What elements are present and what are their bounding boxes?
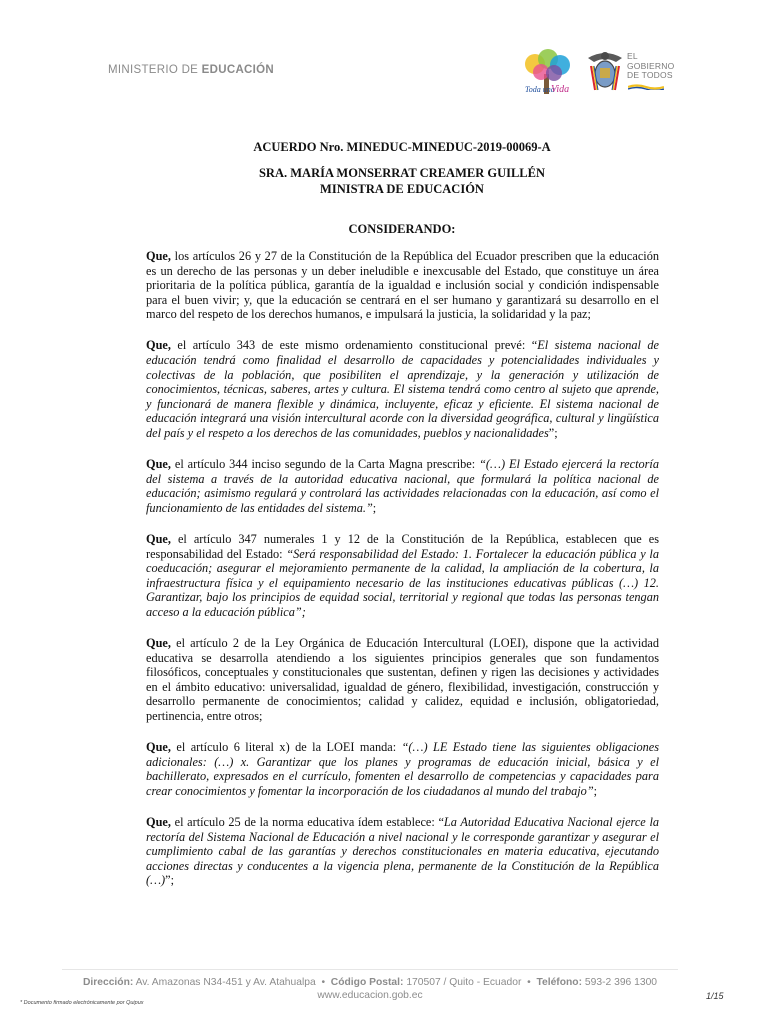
ministry-name: EDUCACIÓN bbox=[201, 64, 274, 76]
page-number: 1/15 bbox=[706, 991, 724, 1001]
paragraph-text: el artículo 344 inciso segundo de la Carta Magna prescribe: bbox=[170, 457, 480, 472]
paragraph-lead: Que, bbox=[146, 815, 171, 829]
paragraph-tail: ; bbox=[593, 783, 598, 798]
paragraph-text: el artículo 343 de este mismo ordenamiento constitucional prevé: “ bbox=[170, 338, 538, 353]
paragraph-lead: Que, bbox=[146, 338, 171, 353]
paragraph-tail: ”; bbox=[548, 426, 558, 441]
toda-una-vida-logo-icon bbox=[518, 48, 576, 100]
footer-address-label: Dirección: bbox=[82, 977, 134, 988]
gobierno-de-todos-text: EL GOBIERNO DE TODOS bbox=[627, 51, 675, 80]
paragraph bbox=[146, 457, 659, 515]
paragraph-quote: La Autoridad Educativa Nacional ejerce la rectoría del Sistema Nacional de Educación a nivel nacional y le corresponde garantizar y asegurar el cumplimiento cabal de las garantías y derechos constitucionales en materia educativa, ejecutando acciones directas y conducentes a la vigencia plena, permanente de la Constitución de la República (…) bbox=[146, 815, 660, 888]
paragraph bbox=[146, 815, 659, 888]
page-header bbox=[0, 38, 768, 108]
footer-address: Av. Amazonas N34-451 y Av. Atahualpa bbox=[133, 977, 316, 988]
paragraph bbox=[146, 740, 659, 798]
paragraph-quote: El sistema nacional de educación tendrá como finalidad el desarrollo de capacidades y potencialidades individuales y colectivas de la población, que posibiliten el aprendizaje, y la generación y utilización de conocimientos, técnicas, saberes, artes y cultura. El sistema tendrá como centro al sujeto que aprende, y funcionará de manera flexible y dinámica, incluyente, eficaz y eficiente. El sistema nacional de educación integrará una visión intercultural acorde con la diversidad geográfica, cultural y lingüística del país y el respeto a los derechos de las comunidades, pueblos y nacionalidades bbox=[146, 338, 659, 441]
footer-contact bbox=[62, 976, 678, 989]
ministry-prefix: MINISTERIO DE bbox=[108, 64, 199, 76]
paragraph bbox=[146, 249, 659, 322]
coat-of-arms-icon bbox=[586, 50, 624, 94]
footer-postal: 170507 / Quito - Ecuador bbox=[403, 977, 522, 988]
signatory-block bbox=[146, 166, 658, 197]
paragraph-quote: “Será responsabilidad del Estado: 1. Fortalecer la educación pública y la coeducación; asegurar el mejoramiento permanente de la calidad, la ampliación de la cobertura, la infraestructura física y el equipamiento necesario de las instituciones educativas públicas (…) 12. Garantizar, bajo los principios de equidad social, territorial y regional que todas las personas tengan acceso a la educación pública”; bbox=[146, 546, 659, 619]
paragraph-text: los artículos 26 y 27 de la Constitución de la República del Ecuador prescriben que la educación es un derecho de las personas y un deber ineludible e inexcusable del Estado, que constituye un área prioritaria de la política pública, garantía de la igualdad e inclusión social y condición indispensable para el buen vivir; y, que la educación se centrará en el ser humano y garantizará su desarrollo en el marco del respeto de los derechos humanos, e impulsará la justicia, la solidaridad y la paz; bbox=[146, 249, 659, 322]
signatory-role: MINISTRA DE EDUCACIÓN bbox=[320, 181, 484, 196]
paragraph-lead: Que, bbox=[146, 636, 171, 651]
footer-postal-label: Código Postal: bbox=[330, 977, 404, 988]
footer-website-link[interactable]: www.educacion.gob.ec bbox=[317, 990, 423, 1001]
paragraph bbox=[146, 338, 659, 440]
logo-text-vida: Vida bbox=[551, 84, 570, 95]
paragraph-lead: Que, bbox=[146, 740, 171, 755]
document-body bbox=[146, 249, 659, 904]
paragraph-tail: ”; bbox=[165, 873, 174, 888]
paragraph-quote: “(…) El Estado ejercerá la rectoría del sistema a través de la autoridad educativa nacional, que formulará la política nacional de educación; asimismo regulará y controlará las actividades relacionadas con la educación, así como el funcionamiento de las entidades del sistema.” bbox=[146, 457, 659, 515]
paragraph bbox=[146, 636, 659, 724]
signatory-name: SRA. MARÍA MONSERRAT CREAMER GUILLÉN bbox=[258, 166, 546, 180]
paragraph-lead: Que, bbox=[146, 249, 171, 263]
footer-bullet: • bbox=[527, 977, 531, 988]
agreement-number: ACUERDO Nro. MINEDUC-MINEDUC-2019-00069-A bbox=[253, 140, 551, 154]
page-footer bbox=[62, 976, 678, 1002]
flag-stripe-icon bbox=[628, 84, 664, 90]
footer-divider bbox=[62, 969, 678, 970]
section-heading: CONSIDERANDO: bbox=[348, 222, 456, 236]
paragraph-text: el artículo 347 numerales 1 y 12 de la Constitución de la República, establecen que es responsabilidad del Estado: bbox=[146, 532, 659, 561]
footer-phone-label: Teléfono: bbox=[536, 977, 583, 988]
footer-phone: 593-2 396 1300 bbox=[582, 977, 658, 988]
footer-bullet: • bbox=[321, 977, 326, 988]
paragraph-text: el artículo 2 de la Ley Orgánica de Educación Intercultural (LOEI), dispone que la actividad educativa se desarrolla atendiendo a los siguientes principios generales que son fundamentos filosóficos, conceptuales y constitucionales que sustentan, definen y rigen las decisiones y actividades en el ámbito educativo: universalidad, igualdad de género, flexibilidad, investigación, construcción y desarrollo permanente de conocimientos; calidad y calidez, equidad e inclusión, obligatoriedad, pertinencia, entre otros; bbox=[146, 636, 659, 724]
electronic-signature-note: * Documento firmado electrónicamente por Quipux bbox=[20, 1000, 144, 1006]
paragraph bbox=[146, 532, 659, 620]
logo-text-toda: Toda una bbox=[525, 85, 555, 94]
paragraph-quote: “(…) LE Estado tiene las siguientes obligaciones adicionales: (…) x. Garantizar que los planes y programas de educación inicial, básica y el bachillerato, expresados en el currículo, fomenten el desarrollo de competencias y capacidades para crear conocimientos y fomentar la incorporación de los ciudadanos al mundo del trabajo” bbox=[146, 740, 659, 798]
ministry-logo-text bbox=[108, 64, 274, 76]
paragraph-text: el artículo 6 literal x) de la LOEI manda: bbox=[170, 740, 402, 755]
paragraph-tail: ; bbox=[372, 500, 377, 515]
paragraph-lead: Que, bbox=[146, 532, 171, 546]
paragraph-lead: Que, bbox=[146, 457, 171, 472]
paragraph-text: el artículo 25 de la norma educativa ídem establece: “ bbox=[170, 815, 444, 829]
